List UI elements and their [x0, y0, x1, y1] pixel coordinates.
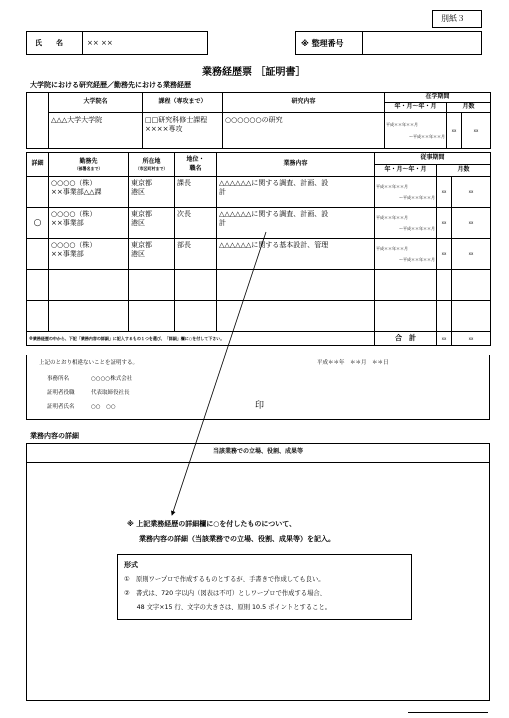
work-header: 業務内容: [217, 153, 375, 177]
signer-label: 証明者氏名: [47, 404, 75, 410]
work-months-header: 月数: [437, 165, 491, 177]
employer-header-label: 勤務先: [79, 157, 98, 165]
work-date-to: ～平成＊＊年＊＊月: [399, 195, 435, 200]
work-extra-cell: xx: [452, 177, 491, 208]
signer-value: ○○ ○○: [91, 404, 116, 410]
section2-heading: 業務内容の詳細: [30, 432, 79, 440]
office-value: ○○○○株式会社: [91, 376, 133, 382]
ref-no-label: ※ 整理番号: [301, 39, 344, 48]
work-content-cell: △△△△△△に関する基本設計、管理: [217, 239, 375, 270]
work-position-cell: 課長: [175, 177, 217, 208]
appendix-label: 別紙３: [441, 14, 465, 23]
research-header: 研究内容: [223, 93, 385, 113]
work-employer-cell: ○○○○（株） ××事業部: [49, 208, 129, 239]
location-header-label: 所在地: [142, 157, 161, 165]
work-position-cell: 部長: [175, 239, 217, 270]
work-location-cell: 東京都 港区: [129, 208, 175, 239]
total-months: xx: [437, 332, 452, 346]
title-label: 証明者役職: [47, 390, 75, 396]
univ-period-sub: 年・月～年・月: [385, 103, 447, 113]
seal-mark: 印: [255, 401, 265, 411]
course-header: 課程（専攻まで）: [143, 93, 223, 113]
position-header: 地位・ 職名: [175, 153, 217, 177]
work-months-cell: xx: [437, 239, 452, 270]
work-date-to: ～平成＊＊年＊＊月: [399, 226, 435, 231]
section1-heading: 大学院における研究経歴／勤務先における業務経歴: [30, 81, 191, 89]
total-label: 合 計: [375, 332, 437, 346]
work-content-cell: △△△△△△に関する調査、計画、設 計: [217, 177, 375, 208]
course-cell: □□研究科修士課程 ××××専攻: [143, 113, 223, 149]
univ-extra-cell: xx: [462, 113, 491, 149]
univ-date-from: 平成＊＊年＊＊月: [386, 122, 418, 128]
work-location-cell: 東京都 港区: [129, 239, 175, 270]
format-item: ① 原則ワープロで作成するものとするが、手書きで作成しても良い。: [124, 576, 325, 583]
name-value: ×× ××: [87, 39, 113, 47]
univ-name-header: 大学院名: [49, 93, 143, 113]
work-date-from: 平成＊＊年＊＊月: [376, 245, 408, 251]
work-position-cell: 次長: [175, 208, 217, 239]
work-employer-cell: ○○○○（株） ××事業部△△課: [49, 177, 129, 208]
work-location-cell: 東京都 港区: [129, 177, 175, 208]
doc-title: 業務経歴票 ［証明書］: [202, 67, 306, 78]
employer-header-sub: （部署名まで）: [74, 165, 103, 171]
work-extra-cell: xx: [452, 239, 491, 270]
work-period-sub: 年・月～年・月: [375, 165, 437, 177]
instruction-line1: ※ 上記業務経歴の詳細欄に○を付したものについて、: [127, 520, 297, 528]
detail-header: 詳細: [27, 153, 49, 177]
office-label: 事務所名: [47, 376, 70, 382]
format-item: 48 文字×15 行、文字の大きさは、原則 10.5 ポイントとすること。: [124, 604, 332, 611]
work-date-to: ～平成＊＊年＊＊月: [399, 257, 435, 262]
detail-box-header: 当該業務での立場、役割、成果等: [212, 448, 303, 455]
work-date-from: 平成＊＊年＊＊月: [376, 214, 408, 220]
location-header-sub: （市区町村まで）: [135, 165, 168, 171]
total-extra: xx: [452, 332, 491, 346]
work-months-cell: xx: [437, 208, 452, 239]
univ-date-to: ～平成＊＊年＊＊月: [409, 133, 445, 139]
work-period-header: 従事期間: [375, 153, 491, 165]
work-months-cell: xx: [437, 177, 452, 208]
work-employer-cell: ○○○○（株） ××事業部: [49, 239, 129, 270]
note-line: ※業務経歴の中から、下記「業務内容の詳細」に記入するもの１つを選び、「詳細」欄に○を付して下さい。: [27, 332, 375, 346]
name-label: 氏 名: [35, 39, 63, 47]
work-date-from: 平成＊＊年＊＊月: [376, 183, 408, 189]
univ-months-cell: xx: [447, 113, 462, 149]
format-title: 形式: [124, 561, 138, 569]
univ-period-header: 在学期間: [385, 93, 491, 103]
work-extra-cell: xx: [452, 208, 491, 239]
univ-months-header: 月数: [447, 103, 491, 113]
work-content-cell: △△△△△△に関する調査、計画、設 計: [217, 208, 375, 239]
univ-name-cell: △△△大学大学院: [49, 113, 143, 149]
research-cell: ○○○○○○の研究: [223, 113, 385, 149]
title-value: 代表取締役社長: [91, 390, 130, 396]
cert-date: 平成＊＊年 ＊＊月 ＊＊日: [317, 360, 389, 366]
instruction-line2: 業務内容の詳細（当該業務での立場、役割、成果等）を記入。: [139, 535, 335, 543]
cert-text: 上記のとおり相違ないことを証明する。: [39, 360, 139, 366]
work-detail-cell: ○: [27, 208, 49, 239]
format-item: ② 書式は、720 字以内（図表は不可）としワープロで作成する場合、: [124, 590, 326, 597]
